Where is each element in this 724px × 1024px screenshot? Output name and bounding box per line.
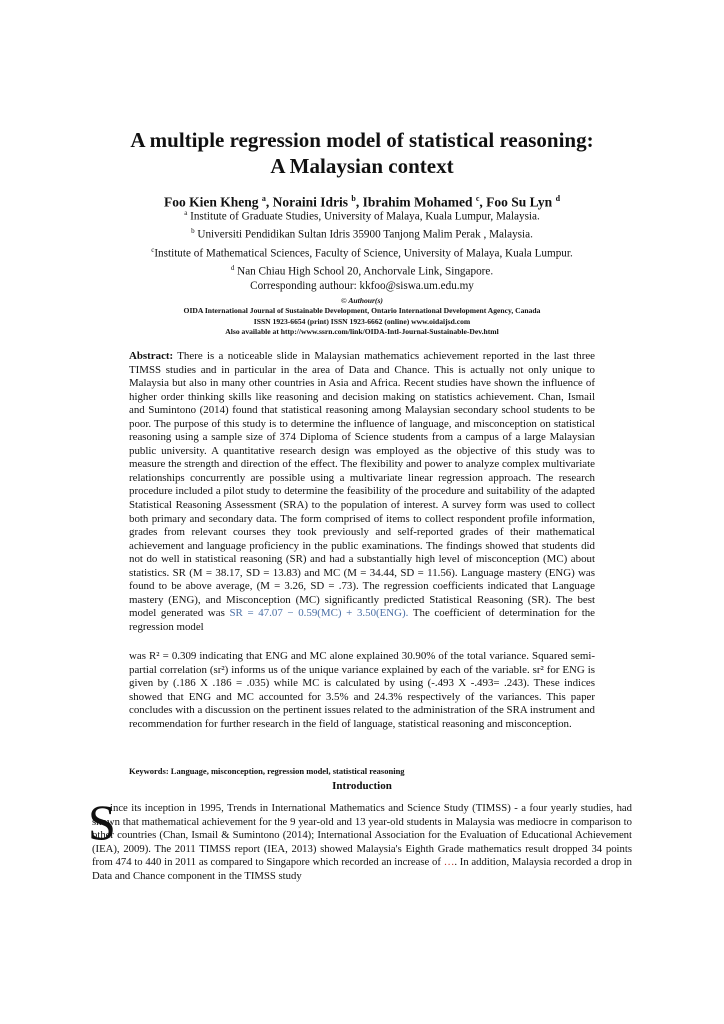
- affiliation-line: [80, 243, 644, 261]
- keywords: [129, 766, 595, 777]
- affiliation-text: Institute of Graduate Studies, University of Malaya, Kuala Lumpur, Malaysia.: [190, 210, 540, 223]
- regression-formula: SR = 47.07 − 0.59(MC) + 3.50(ENG).: [229, 607, 409, 620]
- affiliation-line: [80, 224, 644, 242]
- intro-ellipsis: …: [443, 856, 455, 869]
- title-line-1: A multiple regression model of statistical reasoning:: [130, 128, 594, 152]
- author-name: Foo Kien Kheng: [163, 194, 259, 210]
- abstract-label: Abstract:: [129, 350, 174, 362]
- affiliation-sup: d: [230, 263, 235, 272]
- keywords-label: Keywords:: [129, 766, 169, 776]
- affiliation-sup: b: [191, 227, 195, 236]
- abstract-after-formula: The coefficient of determination for the regression model: [129, 607, 595, 633]
- affiliation-line: [80, 206, 644, 224]
- author-name: Foo Su Lyn: [486, 194, 553, 210]
- affiliation-text: Universiti Pendidikan Sultan Idris 35900 Tanjong Malim Perak , Malaysia.: [197, 229, 533, 242]
- abstract-body: There is a noticeable slide in Malaysian mathematics achievement reported in the last three TIMSS studies and in particular in the area of Data and Chance. This is actually not only unique to Malaysia but also in many other countries in Asia and Africa. Recent studies have shown the influence of higher order thinking skills like reasoning and decision making on statistics achievement. Chan, Ismail and Sumintono (2014) found that statistical reasoning among Malaysian secondary school students to be poor. The purpose of this study is to determine the influence of language, and misconception on statistical reasoning using a sample size of 374 Diploma of Science students from a campus of a large Malaysian public university. A quantitative research design was employed as the objective of this study was to measure the strength and direction of the effect. The flexibility and power to analyze complex multivariate relationships concurrently are possible using a multivariate linear regression approach. The research procedure included a pilot study to determine the feasibility of the procedure and suitability of the adapted Statistical Reasoning Assessment (SRA) to the population of interest. A survey form was used to collect both primary and secondary data. The form comprised of items to collect respondent profile information, grades from relevant courses they took previously and self-reported grades of their mathematical achievement and language proficiency in the public examinations. The findings showed that students did not do well in statistical reasoning (SR) and had a substantially high level of misconception (MC) about statistics.: [129, 350, 595, 579]
- copyright-line: © Authour(s): [341, 296, 383, 305]
- author-superscript: d: [555, 194, 561, 203]
- intro-tail: In addition, Malaysia recorded a drop in Data and Chance component in the TIMSS study: [92, 856, 633, 882]
- title-line-2: A Malaysian context: [270, 154, 454, 178]
- keywords-text: Language, misconception, regression model, statistical reasoning: [170, 766, 405, 776]
- journal-info: [70, 296, 654, 338]
- section-heading-introduction: Introduction: [332, 780, 392, 792]
- paper-title: [60, 127, 664, 179]
- abstract-continued: was R² = 0.309 indicating that ENG and MC alone explained 30.90% of the total variance. Squared semi-partial correlation (sr²) informs us of the unique variance explained by each of the variable. sr² for ENG is given by (.186 X .186 = .035) while MC is calculated by using (-.493 X -.493= .243). These indices showed that ENG and MC accounted for 3.5% and 24.3% respectively of the variances. This paper concludes with a discussion on the pertinent issues related to the administration of the SRA instrument and recommendation for further research in the field of language, statistical reasoning and misconception.: [129, 650, 595, 730]
- drop-cap: S: [88, 794, 116, 850]
- abstract: [129, 350, 595, 634]
- corresponding-author: Corresponding authour: kkfoo@siswa.um.edu.my: [250, 280, 474, 293]
- affiliation-line: [80, 261, 644, 279]
- journal-name-line: OIDA International Journal of Sustainable Development, Ontario International Development Agency, Canada: [183, 306, 541, 316]
- availability-line: Also available at http://www.ssrn.com/link/OIDA-Intl-Journal-Sustainable-Dev.html: [225, 327, 499, 337]
- author-name: Ibrahim Mohamed: [362, 194, 473, 210]
- intro-text: ince its inception in 1995, Trends in International Mathematics and Science Study (TIMSS) - a four yearly studies, had shown that mathematical achievement for the 9 year-old and 13 year-old students in Malaysia was mediocre in comparison to other countries (Chan, Ismail & Sumintono (2014); International Association for the Evaluation of Educational Achievement (IEA), 2009). The 2011 TIMSS report (IEA, 2013) showed Malaysia's Eighth Grade mathematics result dropped 34 points from 474 to 440 in 2011 as compared to Singapore which recorded an increase of: [92, 802, 632, 869]
- affiliation-text: Nan Chiau High School 20, Anchorvale Link, Singapore.: [237, 265, 494, 278]
- affiliation-text: Institute of Mathematical Sciences, Faculty of Science, University of Malaya, Kuala Lumpur.: [154, 247, 573, 260]
- author-superscript: a: [261, 194, 266, 203]
- author-name: Noraini Idris: [272, 194, 348, 210]
- affiliation-sup: a: [184, 209, 188, 217]
- author-superscript: c: [475, 194, 480, 203]
- author-list: Foo Kien Kheng $^a$, Noraini Idris $^b$, Ibrahim Mohamed $^c$, Foo Su Lyn $^d$: [163, 194, 561, 210]
- affiliations: [80, 206, 644, 294]
- issn-line: ISSN 1923-6654 (print) ISSN 1923-6662 (online) www.oidaijsd.com: [253, 316, 471, 326]
- affiliation-sup: c: [151, 245, 155, 254]
- author-superscript: b: [351, 194, 356, 203]
- introduction-body: ince its inception in 1995, Trends in International Mathematics and Science Study (TIMSS) - a four yearly studies, had shown that mathematical achievement for the 9 year-old and 13 year-old students in Malaysia was mediocre in comparison to other countries (Chan, Ismail & Sumintono (2014); International Association for the Evaluation of Educational Achievement (IEA), 2009). The 2011 TIMSS report (IEA, 2013) showed Malaysia's Eighth Grade mathematics result dropped 34 points from 474 to 440 in 2011 as compared to Singapore which recorded an increase of …. In addition, Malaysia recorded a drop in Data and Chance component in the TIMSS study: [92, 802, 633, 882]
- abstract-stats: SR (M = 38.17, SD = 13.83) and MC (M = 34.44, SD = 11.56). Language mastery (ENG) was found to be above average, (M = 3.26, SD = .73). The regression coefficients indicated that Language mastery (ENG), and Misconception (MC) significantly predicted Statistical Reasoning (SR). The best model generated was: [129, 566, 595, 620]
